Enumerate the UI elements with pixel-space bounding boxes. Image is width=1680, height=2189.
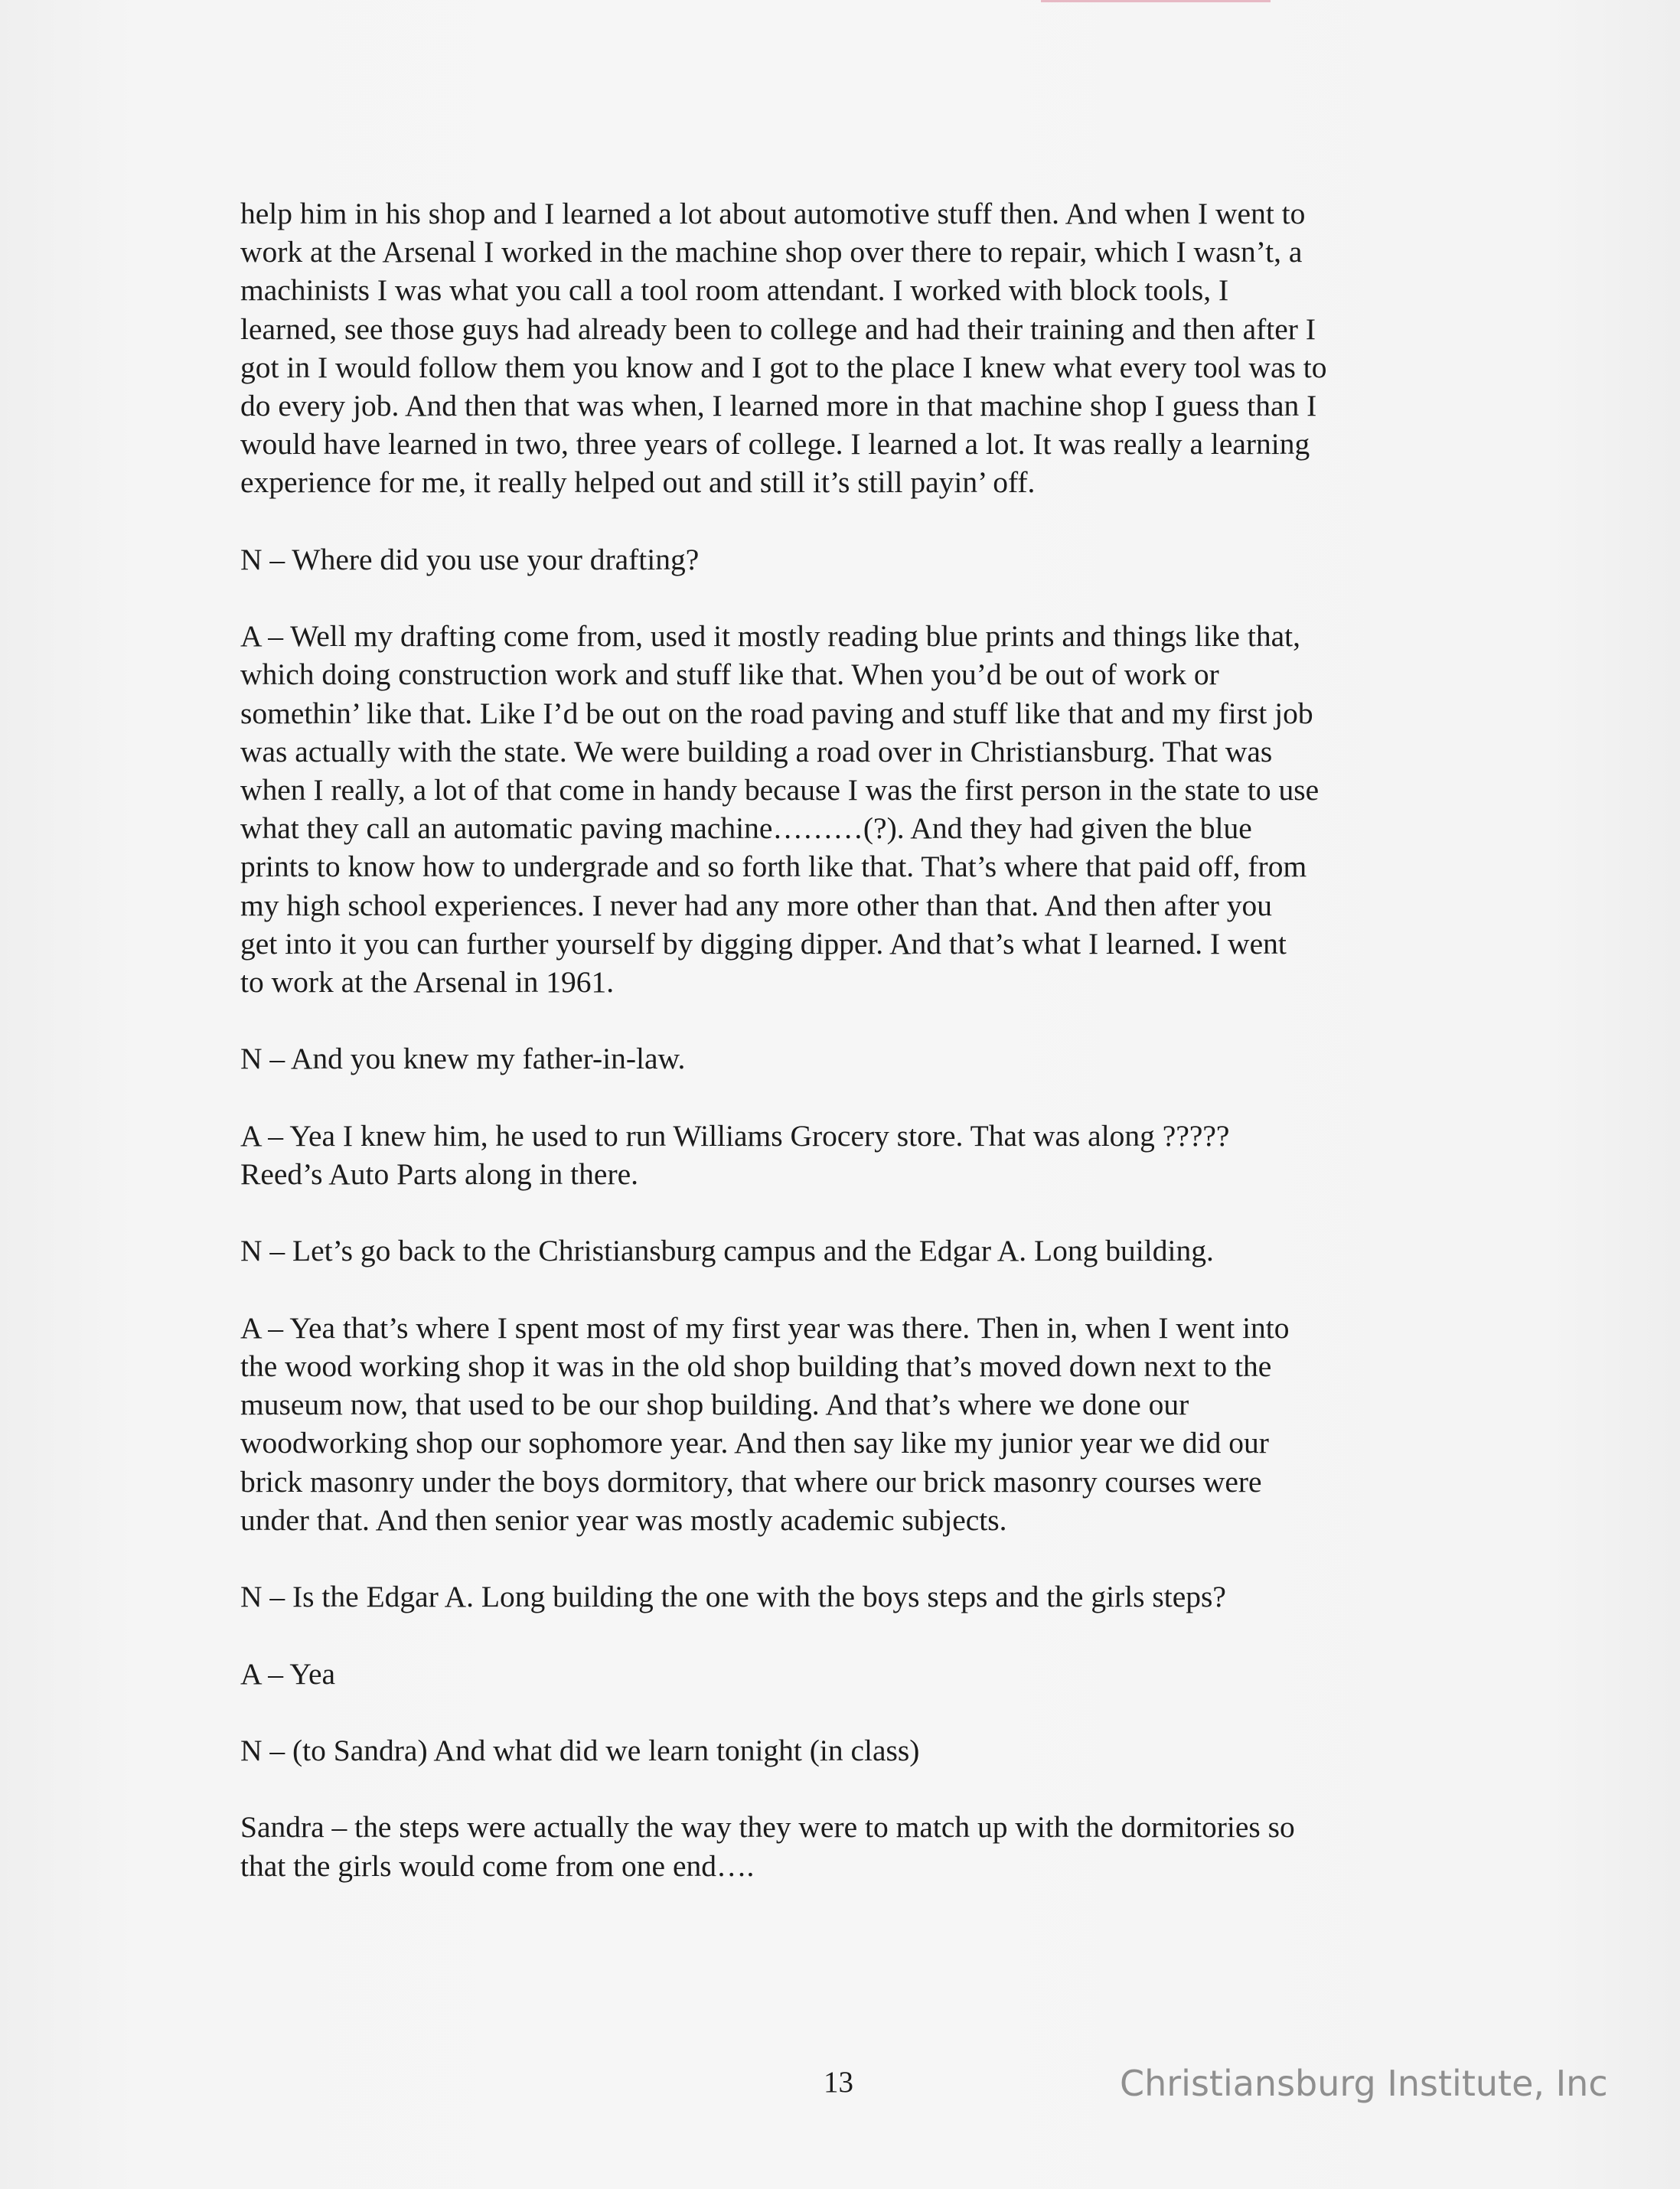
paragraph-question-drafting: N – Where did you use your drafting? (240, 542, 700, 576)
paragraph-sandra-answer: Sandra – the steps were actually the way they were to match up with the dormitories so that the girls would come from one end…. (240, 1810, 1295, 1883)
watermark-text: Christiansburg Institute, Inc (1120, 2063, 1608, 2104)
paragraph-question-steps: N – Is the Edgar A. Long building the one with the boys steps and the girls steps? (240, 1580, 1226, 1614)
page-number: 13 (824, 2066, 853, 2099)
paragraph-answer-drafting: A – Well my drafting come from, used it mostly reading blue prints and things like that, which doing construction work and stuff like that. When you’d be out of work or somethin’ like that. Like I’d be out on the road paving and stuff like that and my first job was actually with the state. We were building a road over in Christiansburg. That was when I really, a lot of that come in handy because I was the first person in the state to use what they call an automatic paving machine………(?). And they had given the blue prints to know how to undergrade and so forth like that. That’s where that paid off, from my high school experiences. I never had any more other than that. And then after you get into it you can further yourself by digging dipper. And that’s what I learned. I went to work at the Arsenal in 1961. (240, 619, 1320, 1000)
paragraph-answer-yea: A – Yea (240, 1656, 336, 1691)
paragraph-answer-first-year: A – Yea that’s where I spent most of my first year was there. Then in, when I went into the wood working shop it was in the old shop building that’s moved down next to the museum now, that used to be our shop building. And that’s where we done our woodworking shop our sophomore year. And then say like my junior year we did our brick masonry under the boys dormitory, that where our brick masonry courses were under that. And then senior year was mostly academic subjects. (240, 1310, 1290, 1537)
paragraph-shop-narrative: help him in his shop and I learned a lot about automotive stuff then. And when I went to work at the Arsenal I worked in the machine shop over there to repair, which I wasn’t, a machinists I was what you call a tool room attendant. I worked with block tools, I learned, see those guys had already been to college and had their training and then after I got in I would follow them you know and I got to the place I knew what every tool was to do every job. And then that was when, I learned more in that machine shop I guess than I would have learned in two, three years of college. I learned a lot. It was really a learning experience for me, it really helped out and still it’s still payin’ off. (240, 197, 1327, 500)
paragraph-question-sandra: N – (to Sandra) And what did we learn tonight (in class) (240, 1733, 920, 1767)
paragraph-answer-grocery: A – Yea I knew him, he used to run Williams Grocery store. That was along ????? Reed’s Auto Parts along in there. (240, 1118, 1230, 1192)
paragraph-question-father-in-law: N – And you knew my father-in-law. (240, 1042, 686, 1076)
page-edge-mark (1041, 0, 1271, 2)
transcript-body (240, 194, 1450, 1923)
paragraph-question-campus: N – Let’s go back to the Christiansburg campus and the Edgar A. Long building. (240, 1234, 1214, 1268)
